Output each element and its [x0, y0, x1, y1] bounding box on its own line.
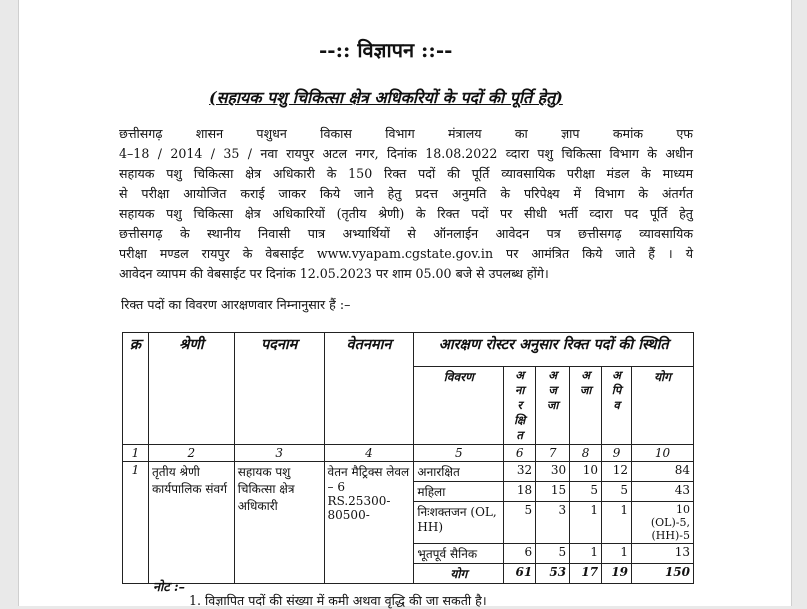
subrow-total: 10 (OL)-5, (HH)-5 — [632, 502, 694, 544]
document-page — [18, 0, 792, 606]
subrow-value: 12 — [602, 462, 632, 482]
advertisement-subheading: (सहायक पशु चिकित्सा क्षेत्र अधिकरियों के पदों की पूर्ति हेतु) — [209, 88, 563, 107]
header-pay: वेतनमान — [324, 333, 414, 445]
row-pay: वेतन मैट्रिक्स लेवल – 6 RS.25300-80500- — [324, 462, 414, 584]
subrow-value: 1 — [602, 544, 632, 564]
header-col7: अ ज जा — [536, 367, 570, 445]
subrow-value: 32 — [504, 462, 536, 482]
subrow-value: 10 — [570, 462, 602, 482]
header-reservation: आरक्षण रोस्टर अनुसार रिक्त पदों की स्थिति — [414, 333, 694, 367]
subrow-value: 30 — [536, 462, 570, 482]
header-post: पदनाम — [234, 333, 324, 445]
sum-total: 150 — [632, 564, 694, 584]
sum-value: 17 — [570, 564, 602, 584]
subrow-total: 84 — [632, 462, 694, 482]
col-number: 10 — [632, 445, 694, 462]
body-paragraph — [119, 124, 693, 284]
subrow-value: 5 — [536, 544, 570, 564]
subrow-label: भूतपूर्व सैनिक — [414, 544, 504, 564]
row-sno: 1 — [123, 462, 149, 584]
header-total: योग — [632, 367, 694, 445]
note-label: नोट :– — [153, 579, 185, 594]
table-lead-line: रिक्त पदों का विवरण आरक्षणवार निम्नानुसार हैं :– — [121, 297, 351, 312]
vacancy-table — [122, 332, 694, 584]
note-text: 1. विज्ञापित पदों की संख्या में कमी अथवा वृद्धि की जा सकती है। — [189, 593, 487, 608]
row-category: तृतीय श्रेणी कार्यपालिक संवर्ग — [148, 462, 234, 584]
paragraph-line: सहायक पशु चिकित्सा क्षेत्र अधिकारी के 150 रिक्त पदों की पूर्ति व्यावसायिक परीक्षा मंडल के माध्यम — [119, 166, 693, 181]
sum-value: 61 — [504, 564, 536, 584]
column-number-row — [123, 445, 694, 462]
paragraph-line: छत्तीसगढ़ शासन पशुधन विकास विभाग मंत्रालय का ज्ञाप कमांक एफ — [119, 126, 693, 141]
subrow-value: 18 — [504, 482, 536, 502]
col-number: 5 — [414, 445, 504, 462]
paragraph-line: आवेदन व्यापम की वेबसाईट पर दिनांक 12.05.2023 पर शाम 05.00 बजे से उपलब्ध होंगे। — [119, 266, 549, 281]
sum-value: 19 — [602, 564, 632, 584]
col-number: 3 — [234, 445, 324, 462]
subrow-total: 13 — [632, 544, 694, 564]
advertisement-heading: --:: विज्ञापन ::-- — [319, 38, 453, 62]
paragraph-line: परीक्षा मण्डल रायपुर के वेबसाईट www.vyapam.cgstate.gov.in पर आमंत्रित किये जाते हैं । ये — [119, 246, 693, 261]
subrow-label: महिला — [414, 482, 504, 502]
header-sno: क्र — [123, 333, 149, 445]
row-post: सहायक पशु चिकित्सा क्षेत्र अधिकारी — [234, 462, 324, 584]
subrow-value: 15 — [536, 482, 570, 502]
col-number: 8 — [570, 445, 602, 462]
sum-label: योग — [414, 564, 504, 584]
paragraph-line: छत्तीसगढ़ के स्थानीय निवासी पात्र अभ्यार्थियों से ऑनलाईन आवेदन पत्र छत्तीसगढ़ व्यावसायिक — [119, 226, 693, 241]
paragraph-line: से परीक्षा आयोजित कराई जाकर किये जाने हेतु प्रदत्त अनुमति के परिपेक्ष्य में विभाग के अंतर्गत — [119, 186, 693, 201]
header-details: विवरण — [414, 367, 504, 445]
subrow-value: 6 — [504, 544, 536, 564]
header-col9: अ पि व — [602, 367, 632, 445]
col-number: 7 — [536, 445, 570, 462]
col-number: 9 — [602, 445, 632, 462]
sum-value: 53 — [536, 564, 570, 584]
paragraph-line: सहायक पशु चिकित्सा क्षेत्र अधिकारियों (तृतीय श्रेणी) के रिक्त पदों पर सीधी भर्ती व्दारा पद पूर्ति हेतु — [119, 206, 693, 221]
subrow-total: 43 — [632, 482, 694, 502]
subrow-value: 5 — [602, 482, 632, 502]
header-category: श्रेणी — [148, 333, 234, 445]
col-number: 4 — [324, 445, 414, 462]
paragraph-line: 4–18 / 2014 / 35 / नवा रायपुर अटल नगर, दिनांक 18.08.2022 व्दारा पशु चिकित्सा विभाग के अधीन — [119, 146, 693, 161]
subrow-value: 1 — [602, 502, 632, 544]
table-header-row — [123, 333, 694, 367]
header-col8: अ जा — [570, 367, 602, 445]
subrow-value: 1 — [570, 544, 602, 564]
col-number: 1 — [123, 445, 149, 462]
col-number: 2 — [148, 445, 234, 462]
subrow-value: 1 — [570, 502, 602, 544]
subrow-label: अनारक्षित — [414, 462, 504, 482]
col-number: 6 — [504, 445, 536, 462]
table-row — [123, 462, 694, 482]
header-col6: अ ना र क्षि त — [504, 367, 536, 445]
subrow-label: निःशक्तजन (OL, HH) — [414, 502, 504, 544]
subrow-value: 3 — [536, 502, 570, 544]
subrow-value: 5 — [504, 502, 536, 544]
subrow-value: 5 — [570, 482, 602, 502]
